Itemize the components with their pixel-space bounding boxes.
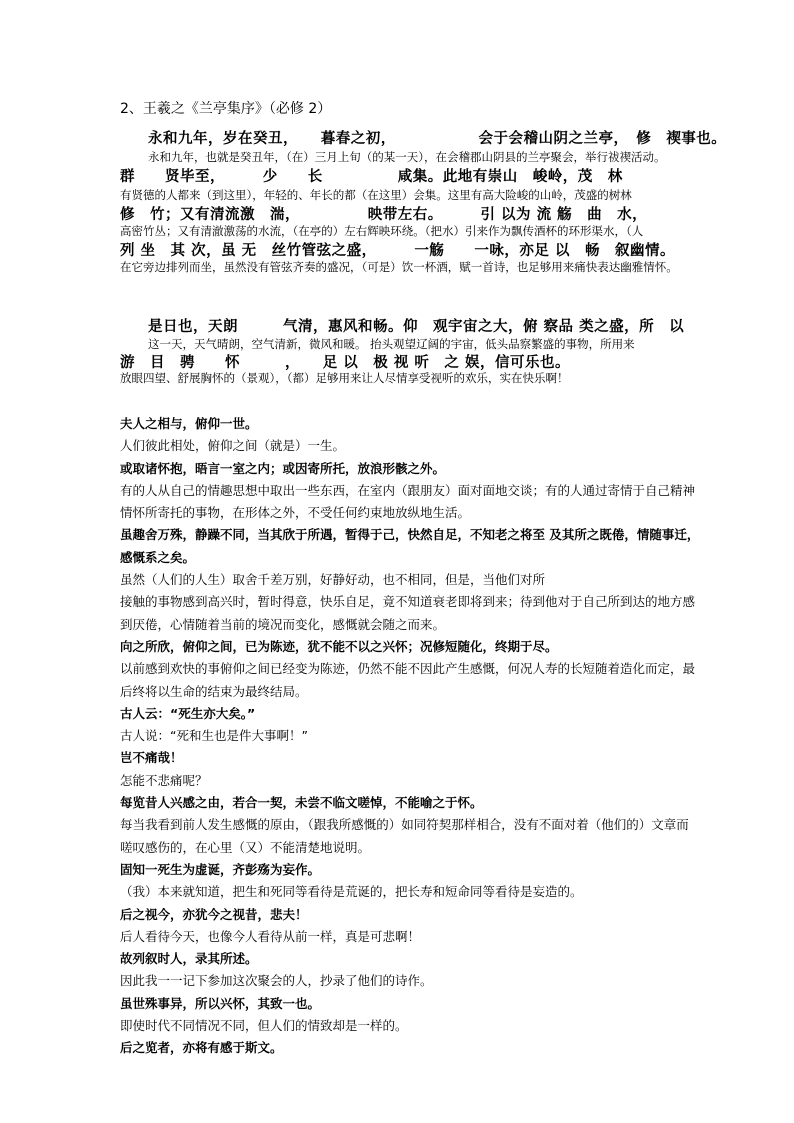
original-line: 古人云：“死生亦大矣。” — [120, 705, 256, 721]
original-line: 或取诸怀抱，晤言一室之内；或因寄所托，放浪形骸之外。 — [120, 460, 446, 476]
translation-line: 即使时代不同情况不同，但人们的情致却是一样的。 — [120, 1018, 408, 1034]
original-line: 夫人之相与，俯仰一世。 — [120, 416, 258, 431]
original-line: 是日也，天朗 气清，惠风和畅。仰 观宇宙之大，俯 察品 类之盛，所 以 — [148, 319, 685, 335]
translation-line: 情怀所寄托的事物，在形体之外，不受任何约束地放纵地生活。 — [120, 505, 471, 521]
translation-line: 有的人从自己的情趣思想中取出一些东西，在室内（跟朋友）面对面地交谈；有的人通过寄情于自己精神 — [120, 482, 696, 498]
translation-line: 后终将以生命的结束为最终结局。 — [120, 683, 308, 699]
translation-line: 以前感到欢快的事俯仰之间已经变为陈迹，仍然不能不因此产生感慨，何况人寿的长短随着造化而定，最 — [120, 661, 696, 677]
translation-line: （我）本来就知道，把生和死同等看待是荒诞的，把长寿和短命同等看待是妄造的。 — [120, 884, 583, 900]
translation-line: 嗟叹感伤的，在心里（又）不能清楚地说明。 — [120, 839, 371, 855]
original-line: 后之览者，亦将有感于斯文。 — [120, 1040, 283, 1056]
translation-line: 高密竹丛；又有清澈激荡的水流，（在亭的）左右辉映环绕。（把水）引来作为飘传酒杯的环形渠水，（人 — [120, 224, 644, 238]
original-line: 感慨系之矣。 — [120, 549, 196, 565]
original-line: 永和九年，岁在癸丑， 暮春之初， 会于会稽山阴之兰亭， 修 禊事也。 — [148, 131, 727, 147]
translation-line: 这一天，天气晴朗，空气清新，微风和暖。 抬头观望辽阔的宇宙，低头品察繁盛的事物，所用来 — [148, 337, 635, 351]
original-line: 每览昔人兴感之由，若合一契，未尝不临文嗟悼，不能喻之于怀。 — [120, 795, 483, 811]
original-line: 群 贤毕至， 少 长 咸集。此地有崇山 峻岭，茂 林 — [120, 169, 623, 185]
original-line: 虽世殊事异，所以兴怀，其致一也。 — [120, 995, 321, 1011]
original-line: 修 竹；又有清流激 湍， 映带左右。 引 以为 流 觞 曲 水， — [120, 207, 648, 223]
translation-line: 接触的事物感到高兴时，暂时得意，快乐自足，竟不知道衰老即将到来；待到他对于自己所到达的地方感 — [120, 594, 696, 610]
original-line: 向之所欣，俯仰之间，已为陈迹，犹不能不以之兴怀；况修短随化，终期于尽。 — [120, 638, 558, 654]
original-line: 后之视今，亦犹今之视昔，悲夫！ — [120, 906, 308, 922]
original-line: 岂不痛哉！ — [120, 750, 183, 766]
translation-line: 放眼四望、舒展胸怀的（景观），（都）足够用来让人尽情享受视听的欢乐，实在快乐啊！ — [120, 371, 569, 385]
translation-line: 有贤德的人都来（到这里），年轻的、年长的都（在这里）会集。这里有高大险峻的山岭，茂盛的树林 — [120, 188, 632, 202]
translation-line: 虽然（人们的人生）取舍千差万别，好静好动，也不相同，但是，当他们对所 — [120, 572, 546, 588]
translation-line: 人们彼此相处，俯仰之间（就是）一生。 — [120, 438, 346, 454]
original-line: 游 目 骋 怀 ， 足 以 极 视 听 之 娱，信可乐也。 — [120, 355, 570, 371]
translation-line: 每当我看到前人发生感慨的原由，（跟我所感慨的）如同符契那样相合，没有不面对着（他们的）文章而 — [120, 817, 689, 833]
translation-line: 在它旁边排列而坐，虽然没有管弦齐奏的盛况，（可是）饮一杯酒，赋一首诗，也足够用来痛快表达幽雅情怀。 — [120, 260, 678, 274]
paragraph-3 — [120, 413, 700, 1060]
original-line: 列 坐 其 次，虽 无 丝竹管弦之盛， 一觞 一咏，亦足 以 畅 叙幽情。 — [120, 243, 675, 259]
translation-line: 古人说：“死和生也是件大事啊！” — [120, 728, 308, 744]
original-line: 故列叙时人，录其所述。 — [120, 951, 258, 967]
translation-line: 怎能不悲痛呢？ — [120, 772, 208, 788]
translation-line: 永和九年，也就是癸丑年，（在）三月上旬（的某一天），在会稽郡山阴县的兰亭聚会，举行祓禊活动。 — [148, 150, 666, 164]
original-line: 固知一死生为虚诞，齐彭殇为妄作。 — [120, 861, 321, 877]
original-line: 虽趣舍万殊，静躁不同，当其欣于所遇，暂得于己，快然自足，不知老之将至 及其所之既倦，情随事迁， — [120, 527, 700, 543]
translation-line: 到厌倦，心情随着当前的境况而变化，感慨就会随之而来。 — [120, 616, 446, 632]
translation-line: 因此我一一记下参加这次聚会的人，抄录了他们的诗作。 — [120, 973, 433, 989]
section-title: 2、王羲之《兰亭集序》（必修 2） — [120, 101, 332, 117]
translation-line: 后人看待今天，也像今人看待从前一样，真是可悲啊！ — [120, 928, 421, 944]
